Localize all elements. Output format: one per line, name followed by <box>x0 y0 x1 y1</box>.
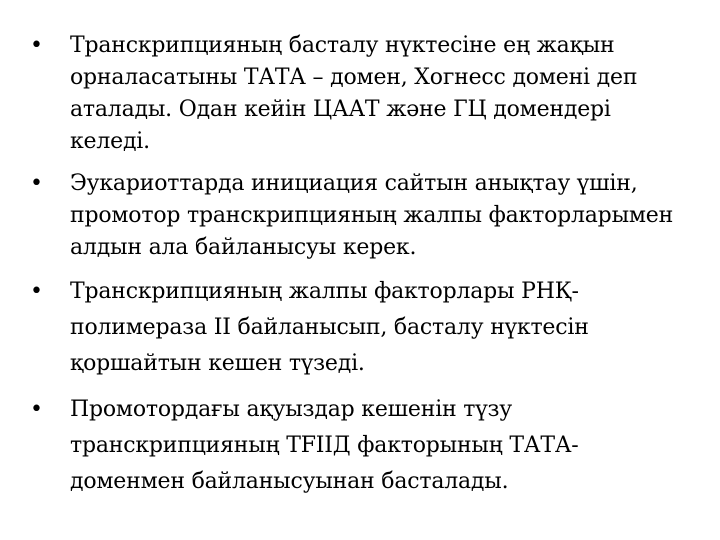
bullet-item-2 <box>30 168 690 264</box>
bullet-text-3: Транскрипцияның жалпы факторлары РНҚ-полимераза II байланысып, басталу нүктесін қоршайтын кешен түзеді. <box>70 279 589 376</box>
bullet-icon: • <box>30 33 43 58</box>
bullet-item-1 <box>30 30 690 158</box>
bullet-list <box>30 30 690 510</box>
bullet-item-3 <box>30 274 690 382</box>
bullet-text-2: Эукариоттарда инициация сайтын анықтау үшін, промотор транскрипцияның жалпы факторларымен алдын ала байланысуы керек. <box>70 171 674 260</box>
bullet-text-4: Промотордағы ақуыздар кешенін түзу транскрипцияның ТFIIД факторының ТАТА-доменмен байланысуынан басталады. <box>70 397 579 494</box>
bullet-icon: • <box>30 171 43 196</box>
bullet-item-4 <box>30 392 690 500</box>
bullet-icon: • <box>30 397 43 422</box>
bullet-text-1: Транскрипцияның басталу нүктесіне ең жақын орналасатыны ТАТА – домен, Хогнесс домені деп аталады. Одан кейін ЦААТ және ГЦ домендері келеді. <box>70 33 638 154</box>
bullet-icon: • <box>30 279 43 304</box>
